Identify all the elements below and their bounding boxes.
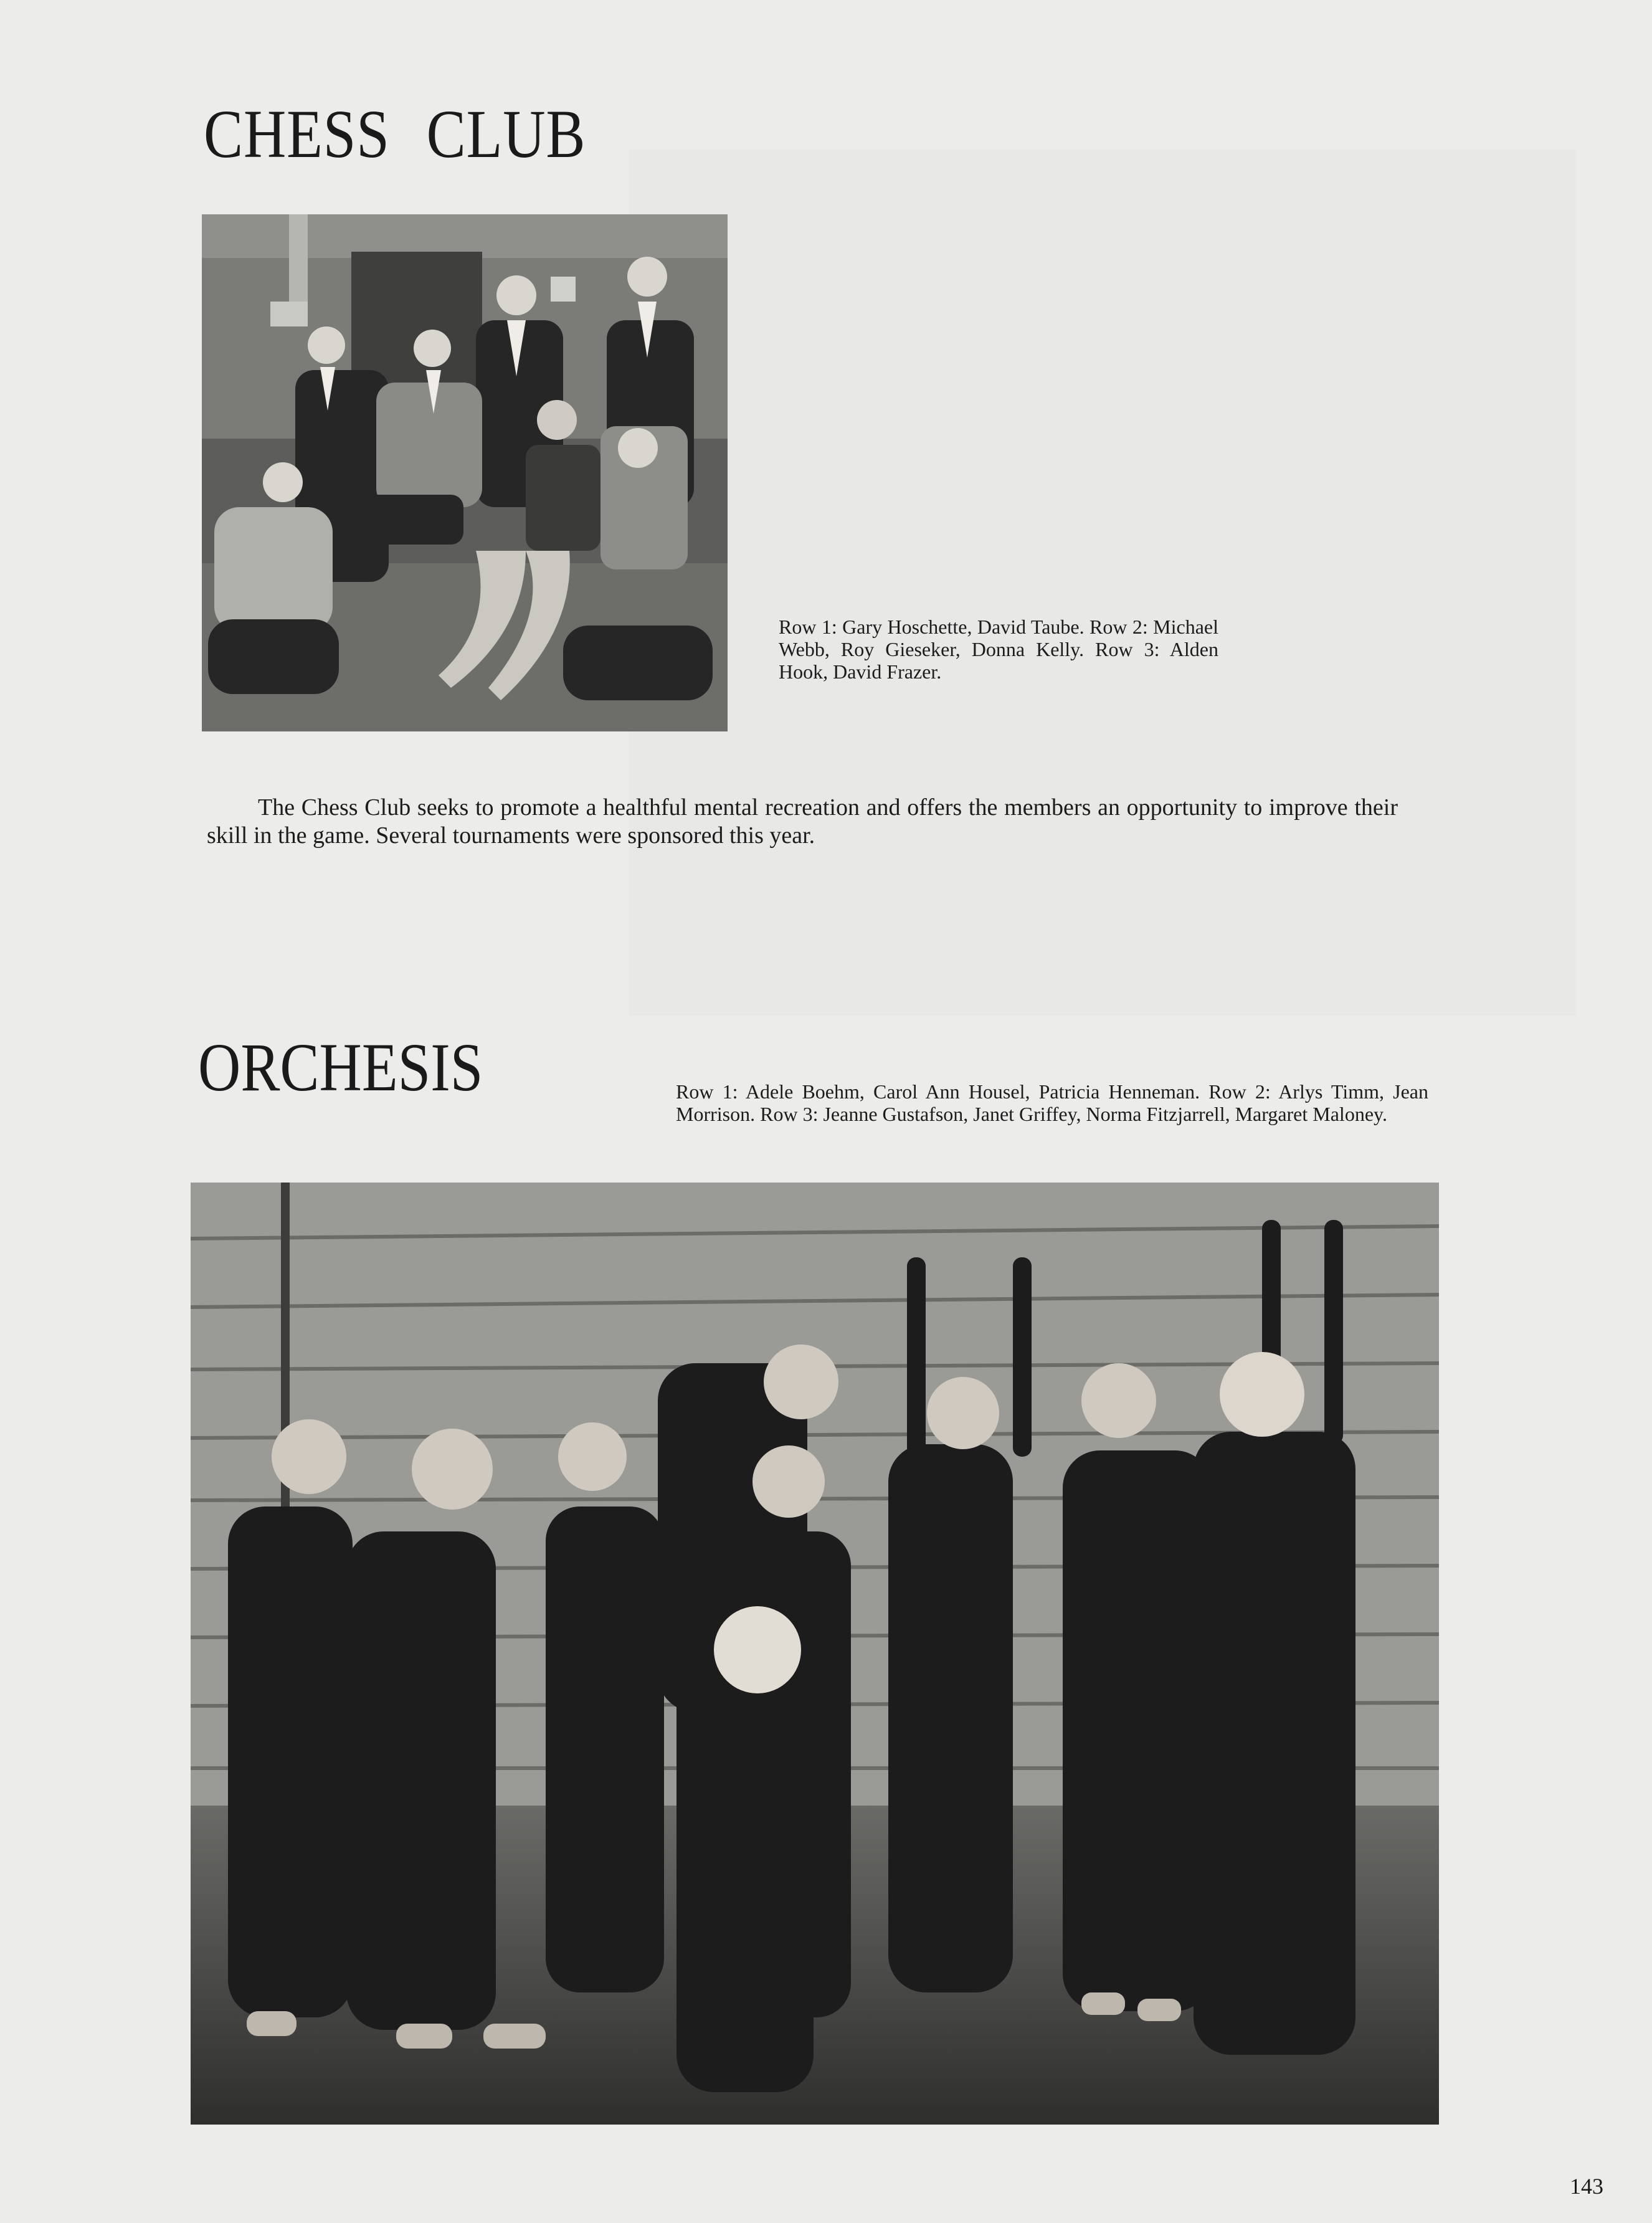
orchesis-photo-caption: Row 1: Adele Boehm, Carol Ann Housel, Patricia Henneman. Row 2: Arlys Timm, Jean Morrison. Row 3: Jeanne Gustafson, Janet Griffey, Norma Fitzjarrell, Margaret Maloney. xyxy=(676,1080,1428,1125)
page-shading xyxy=(629,150,1576,1016)
chess-club-photo xyxy=(202,214,728,731)
chess-club-description: The Chess Club seeks to promote a healthful mental recreation and offers the members an opportunity to improve their skill in the game. Several tournaments were sponsored this year. xyxy=(207,794,1398,849)
orchesis-photo xyxy=(191,1183,1439,2125)
chess-club-group-photo xyxy=(202,214,728,731)
orchesis-title: ORCHESIS xyxy=(198,1029,483,1105)
chess-club-photo-caption: Row 1: Gary Hoschette, David Taube. Row 2: Michael Webb, Roy Gieseker, Donna Kelly. Row 3: Alden Hook, David Frazer. xyxy=(779,616,1218,683)
page-number: 143 xyxy=(1570,2174,1603,2199)
orchesis-group-photo xyxy=(191,1183,1439,2125)
chess-club-title: CHESS CLUB xyxy=(204,96,586,172)
